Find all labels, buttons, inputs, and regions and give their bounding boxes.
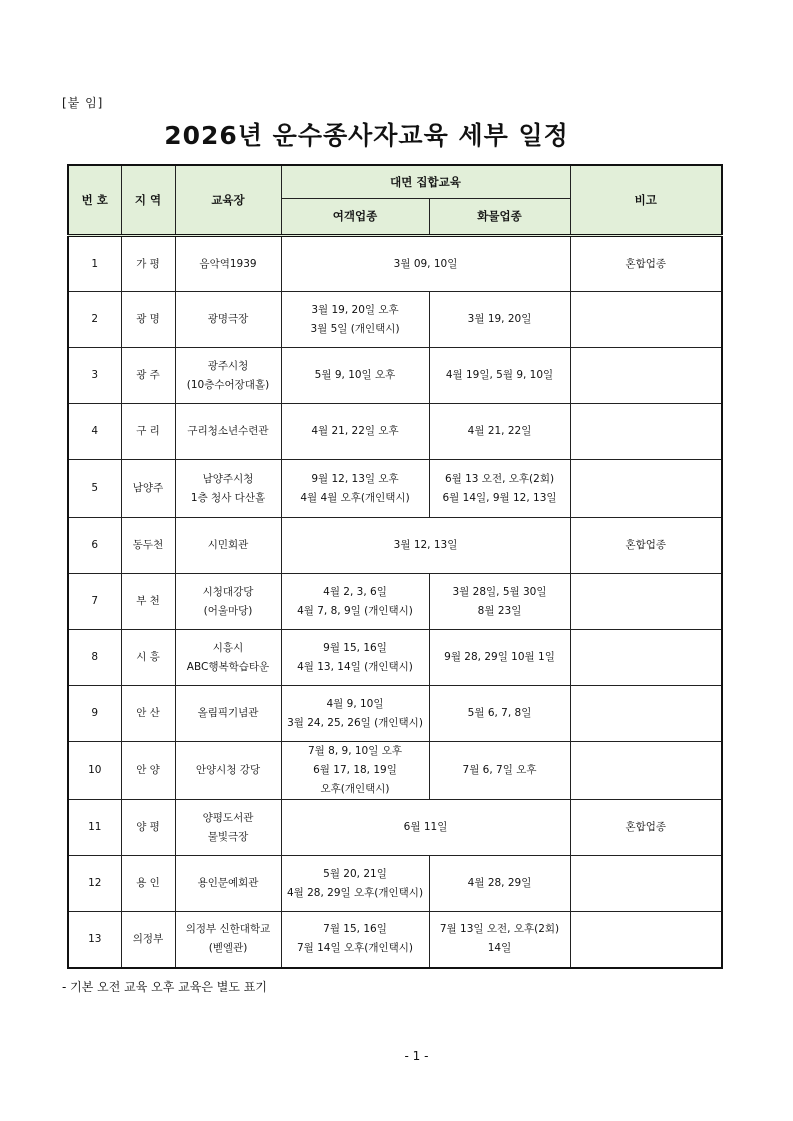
cell-passenger-line: 3월 24, 25, 26일 (개인택시) xyxy=(287,716,423,729)
cell-freight-line: 3월 19, 20일 xyxy=(467,313,532,325)
cell-passenger-line: 6월 17, 18, 19일 xyxy=(313,764,397,776)
cell-remarks xyxy=(570,742,722,800)
table-row xyxy=(68,742,722,800)
cell-venue xyxy=(175,800,281,856)
cell-freight-line: 6월 14일, 9월 12, 13일 xyxy=(442,491,557,504)
cell-number: 10 xyxy=(68,742,121,800)
cell-venue xyxy=(175,292,281,348)
cell-region: 안 양 xyxy=(121,742,175,800)
cell-passenger-line: 5월 9, 10일 오후 xyxy=(314,369,396,381)
cell-remarks xyxy=(570,856,722,912)
cell-remarks xyxy=(570,460,722,518)
cell-venue-line: (어울마당) xyxy=(203,604,253,617)
cell-venue-line: 안양시청 강당 xyxy=(195,764,261,776)
cell-region: 광 명 xyxy=(121,292,175,348)
cell-passenger xyxy=(281,292,429,348)
cell-passenger xyxy=(281,574,429,630)
header-freight: 화물업종 xyxy=(429,199,570,236)
cell-venue xyxy=(175,630,281,686)
cell-region: 구 리 xyxy=(121,404,175,460)
page-number: - 1 - xyxy=(404,1049,429,1063)
cell-freight xyxy=(429,574,570,630)
cell-remarks xyxy=(570,348,722,404)
table-row xyxy=(68,630,722,686)
table-row xyxy=(68,460,722,518)
cell-venue-line: 양평도서관 xyxy=(202,811,254,824)
cell-number: 9 xyxy=(68,686,121,742)
cell-passenger xyxy=(281,460,429,518)
cell-freight xyxy=(429,686,570,742)
cell-merged-schedule: 6월 11일 xyxy=(281,800,570,856)
cell-venue xyxy=(175,856,281,912)
cell-passenger-line: 4월 21, 22일 오후 xyxy=(311,425,399,437)
cell-venue xyxy=(175,686,281,742)
cell-freight-line: 7월 13일 오전, 오후(2회) xyxy=(439,923,560,936)
header-remarks: 비고 xyxy=(570,165,722,236)
cell-remarks xyxy=(570,686,722,742)
cell-venue xyxy=(175,348,281,404)
page-title xyxy=(0,116,793,152)
cell-venue xyxy=(175,518,281,574)
table-row xyxy=(68,856,722,912)
cell-freight-line: 9월 28, 29일 10월 1일 xyxy=(444,651,555,663)
cell-passenger-line: 3월 19, 20일 오후 xyxy=(311,303,399,316)
cell-merged-schedule: 3월 09, 10일 xyxy=(281,236,570,292)
cell-number: 13 xyxy=(68,912,121,968)
cell-region: 의정부 xyxy=(121,912,175,968)
cell-passenger-line: 4월 9, 10일 xyxy=(326,697,384,710)
cell-venue xyxy=(175,236,281,292)
schedule-table xyxy=(67,164,723,969)
cell-passenger-line: 7월 15, 16일 xyxy=(323,923,387,936)
cell-freight-line: 3월 28일, 5월 30일 xyxy=(452,585,547,598)
cell-remarks: 혼합업종 xyxy=(570,236,722,292)
cell-passenger-line: 9월 15, 16일 xyxy=(323,641,387,654)
header-in-person-training: 대면 집합교육 xyxy=(281,165,570,199)
cell-venue-line: 광주시청 xyxy=(207,359,249,372)
cell-venue-line: 1층 청사 다산홀 xyxy=(190,491,266,504)
cell-freight xyxy=(429,460,570,518)
cell-venue-line: ABC행복학습타운 xyxy=(186,660,270,673)
cell-freight-line: 4월 21, 22일 xyxy=(467,425,532,437)
cell-freight-line: 7월 6, 7일 오후 xyxy=(462,764,537,776)
cell-venue-line: 용인문예회관 xyxy=(197,877,259,889)
cell-number: 12 xyxy=(68,856,121,912)
cell-passenger xyxy=(281,856,429,912)
cell-freight-line: 6월 13 오전, 오후(2회) xyxy=(444,472,555,485)
table-row xyxy=(68,686,722,742)
cell-region: 양 평 xyxy=(121,800,175,856)
cell-remarks xyxy=(570,574,722,630)
cell-remarks xyxy=(570,630,722,686)
cell-passenger xyxy=(281,742,429,800)
cell-passenger-line: 4월 2, 3, 6일 xyxy=(323,585,387,598)
cell-freight xyxy=(429,630,570,686)
cell-number: 8 xyxy=(68,630,121,686)
cell-number: 1 xyxy=(68,236,121,292)
header-venue: 교육장 xyxy=(175,165,281,236)
cell-venue-line: 시민회관 xyxy=(207,539,249,551)
cell-passenger xyxy=(281,912,429,968)
cell-venue-line: 남양주시청 xyxy=(202,472,254,485)
cell-venue-line: 물빛극장 xyxy=(207,830,249,843)
cell-remarks xyxy=(570,912,722,968)
table-row xyxy=(68,518,722,574)
cell-number: 2 xyxy=(68,292,121,348)
cell-freight xyxy=(429,742,570,800)
cell-freight xyxy=(429,404,570,460)
page-title-text: 2026년 운수종사자교육 세부 일정 xyxy=(164,121,569,150)
cell-region: 부 천 xyxy=(121,574,175,630)
table-row xyxy=(68,404,722,460)
cell-freight-line: 5월 6, 7, 8일 xyxy=(467,707,532,719)
table-row xyxy=(68,574,722,630)
cell-freight xyxy=(429,912,570,968)
cell-region: 가 평 xyxy=(121,236,175,292)
cell-number: 7 xyxy=(68,574,121,630)
cell-venue-line: 음악역1939 xyxy=(199,257,257,270)
cell-freight xyxy=(429,292,570,348)
cell-venue-line: 올림픽기념관 xyxy=(197,707,259,719)
cell-remarks: 혼합업종 xyxy=(570,518,722,574)
cell-region: 안 산 xyxy=(121,686,175,742)
table-row xyxy=(68,292,722,348)
header-region: 지 역 xyxy=(121,165,175,236)
cell-region: 용 인 xyxy=(121,856,175,912)
cell-freight-line: 4월 19일, 5월 9, 10일 xyxy=(445,369,554,381)
cell-region: 동두천 xyxy=(121,518,175,574)
cell-venue xyxy=(175,404,281,460)
table-row xyxy=(68,348,722,404)
cell-passenger-line: 4월 4월 오후(개인택시) xyxy=(300,491,410,504)
cell-passenger-line: 4월 28, 29일 오후(개인택시) xyxy=(286,886,424,899)
cell-passenger-line: 7월 14일 오후(개인택시) xyxy=(296,942,414,955)
cell-remarks xyxy=(570,292,722,348)
cell-passenger xyxy=(281,630,429,686)
cell-number: 3 xyxy=(68,348,121,404)
cell-number: 4 xyxy=(68,404,121,460)
cell-freight xyxy=(429,348,570,404)
cell-venue-line: 시청대강당 xyxy=(202,585,254,598)
cell-venue-line: 광명극장 xyxy=(207,313,249,325)
cell-passenger-line: 오후(개인택시) xyxy=(320,783,390,795)
cell-freight-line: 4월 28, 29일 xyxy=(467,877,532,889)
cell-venue xyxy=(175,742,281,800)
cell-passenger-line: 4월 13, 14일 (개인택시) xyxy=(297,660,413,673)
table-row xyxy=(68,800,722,856)
cell-remarks xyxy=(570,404,722,460)
cell-venue-line: (10층수어장대홀) xyxy=(186,378,270,391)
cell-number: 5 xyxy=(68,460,121,518)
cell-region: 시 흥 xyxy=(121,630,175,686)
cell-freight-line: 14일 xyxy=(487,942,512,955)
cell-region: 광 주 xyxy=(121,348,175,404)
cell-venue xyxy=(175,912,281,968)
cell-passenger xyxy=(281,404,429,460)
cell-venue-line: 구리청소년수련관 xyxy=(187,425,269,437)
cell-venue-line: (벧엘관) xyxy=(208,942,248,955)
cell-passenger-line: 3월 5일 (개인택시) xyxy=(310,322,400,335)
footnote: - 기본 오전 교육 오후 교육은 별도 표기 xyxy=(62,980,267,994)
cell-venue-line: 의정부 신한대학교 xyxy=(185,923,271,936)
cell-region: 남양주 xyxy=(121,460,175,518)
header-number: 번 호 xyxy=(68,165,121,236)
table-row xyxy=(68,912,722,968)
cell-freight-line: 8월 23일 xyxy=(477,604,522,617)
cell-passenger-line: 5월 20, 21일 xyxy=(323,867,387,880)
attachment-label: [붙 임] xyxy=(62,96,104,110)
cell-remarks: 혼합업종 xyxy=(570,800,722,856)
cell-passenger xyxy=(281,686,429,742)
cell-venue xyxy=(175,574,281,630)
cell-passenger-line: 7월 8, 9, 10일 오후 xyxy=(308,745,402,757)
header-passenger: 여객업종 xyxy=(281,199,429,236)
cell-merged-schedule: 3월 12, 13일 xyxy=(281,518,570,574)
cell-number: 6 xyxy=(68,518,121,574)
cell-passenger-line: 9월 12, 13일 오후 xyxy=(311,472,399,485)
cell-venue xyxy=(175,460,281,518)
table-row xyxy=(68,236,722,292)
schedule-body xyxy=(68,236,722,968)
cell-venue-line: 시흥시 xyxy=(212,641,244,654)
cell-passenger-line: 4월 7, 8, 9일 (개인택시) xyxy=(297,604,413,617)
cell-number: 11 xyxy=(68,800,121,856)
cell-freight xyxy=(429,856,570,912)
cell-passenger xyxy=(281,348,429,404)
